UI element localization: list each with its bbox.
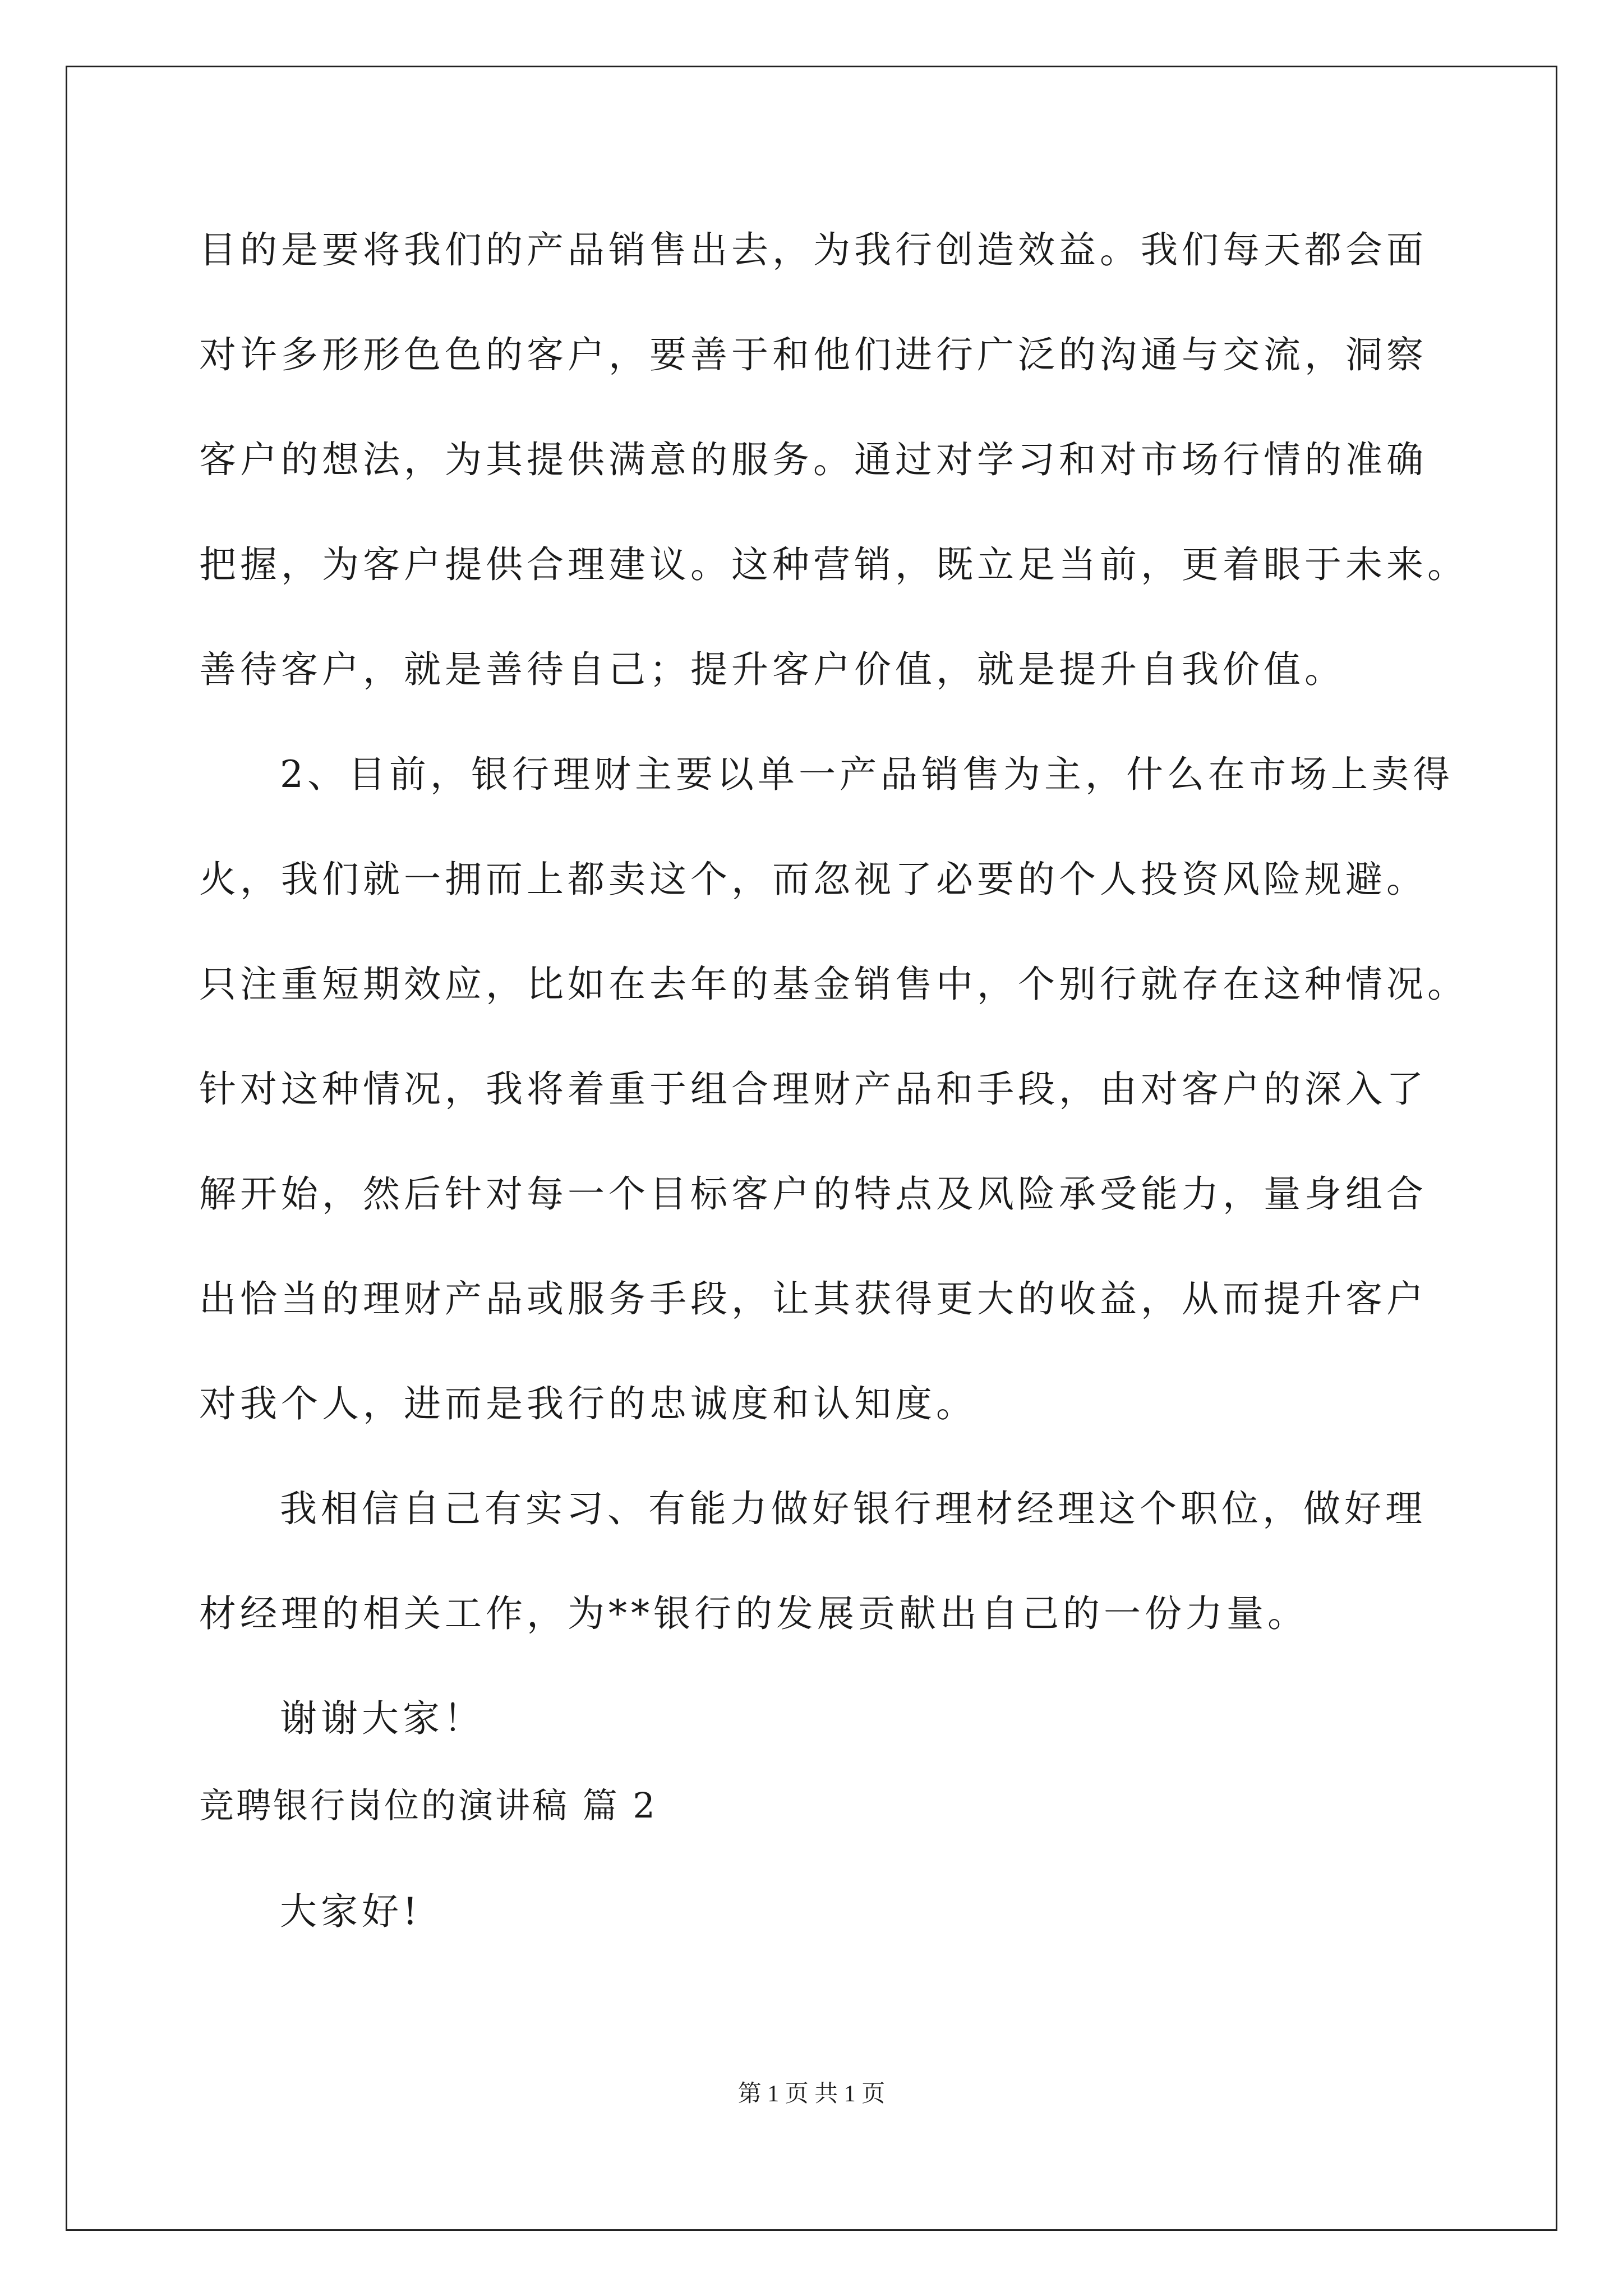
paragraph-line: 火，我们就一拥而上都卖这个，而忽视了必要的个人投资风险规避。	[199, 858, 1427, 901]
paragraph-line: 解开始，然后针对每一个目标客户的特点及风险承受能力，量身组合	[199, 1172, 1427, 1216]
paragraph-line: 善待客户，就是善待自己；提升客户价值，就是提升自我价值。	[199, 648, 1345, 691]
page-footer: 第 1 页 共 1 页	[737, 2081, 886, 2107]
greeting-line: 大家好!	[280, 1890, 422, 1933]
paragraph-line: 出恰当的理财产品或服务手段，让其获得更大的收益，从而提升客户	[199, 1277, 1427, 1320]
paragraph-line: 客户的想法，为其提供满意的服务。通过对学习和对市场行情的准确	[199, 438, 1427, 481]
paragraph-line: 材经理的相关工作，为**银行的发展贡献出自己的一份力量。	[199, 1592, 1308, 1635]
paragraph-line: 2、目前，银行理财主要以单一产品销售为主，什么在市场上卖得	[280, 753, 1454, 796]
paragraph-line: 目的是要将我们的产品销售出去，为我行创造效益。我们每天都会面	[199, 228, 1427, 272]
section-heading: 竞聘银行岗位的演讲稿 篇 2	[199, 1785, 657, 1826]
paragraph-line: 把握，为客户提供合理建议。这种营销，既立足当前，更着眼于未来。	[199, 543, 1468, 586]
closing-line: 谢谢大家！	[280, 1697, 485, 1740]
paragraph-line: 针对这种情况，我将着重于组合理财产品和手段，由对客户的深入了	[199, 1068, 1427, 1111]
paragraph-line: 对我个人，进而是我行的忠诚度和认知度。	[199, 1382, 977, 1425]
paragraph-line: 对许多形形色色的客户，要善于和他们进行广泛的沟通与交流，洞察	[199, 333, 1427, 376]
paragraph-line: 我相信自己有实习、有能力做好银行理材经理这个职位，做好理	[280, 1487, 1426, 1530]
paragraph-line: 只注重短期效应，比如在去年的基金销售中，个别行就存在这种情况。	[199, 963, 1468, 1006]
